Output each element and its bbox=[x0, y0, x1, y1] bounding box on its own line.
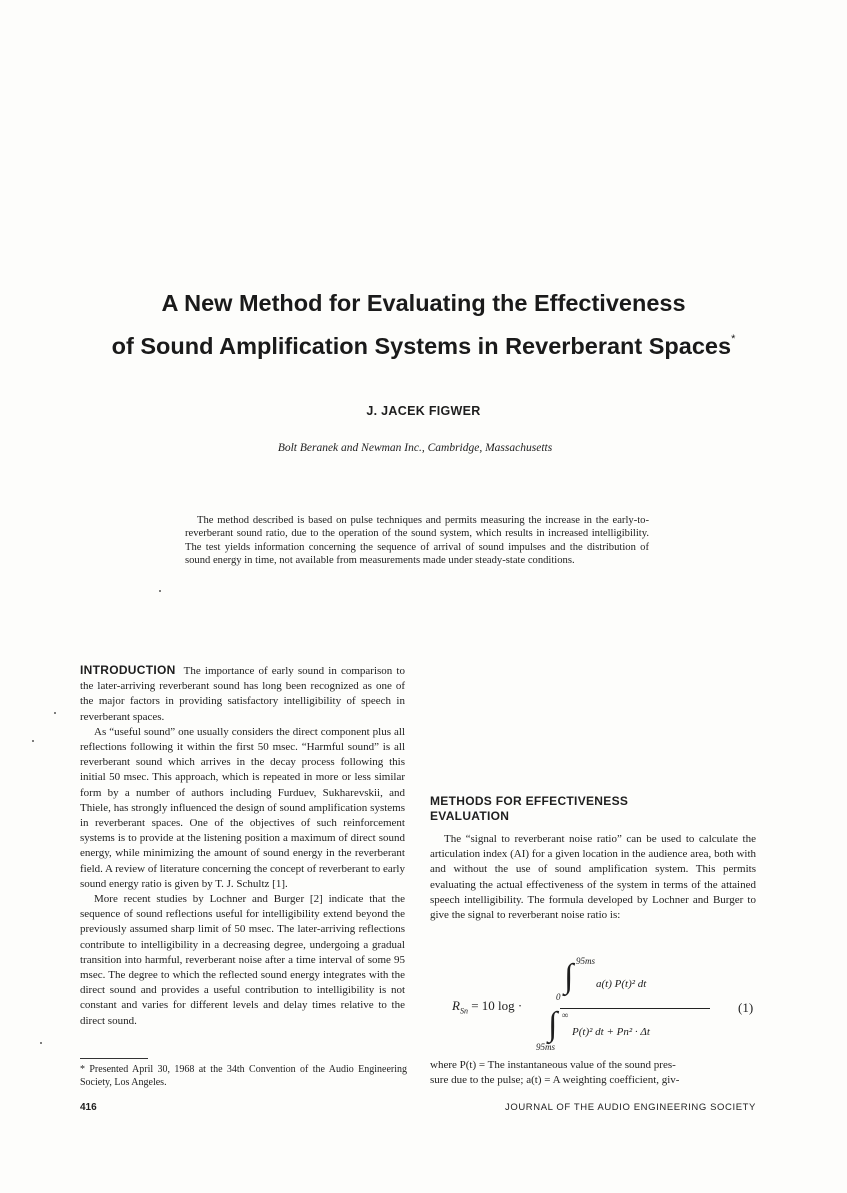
methods-body bbox=[430, 832, 756, 923]
methods-heading-line-1: METHODS FOR EFFECTIVENESS bbox=[430, 794, 629, 808]
affiliation: Bolt Beranek and Newman Inc., Cambridge, Massachusetts bbox=[277, 442, 553, 454]
where-clause bbox=[430, 1058, 756, 1088]
integral-sign-top: ∫ bbox=[564, 958, 574, 995]
intro-paragraph-3: More recent studies by Lochner and Burger [2] indicate that the sequence of sound reflections useful for intelligibility extend beyond the previously assumed sharp limit of 50 msec. The later-arriving reflections contribute to intelligibility in a decreasing degree, undergoing a gradual transition into harmful, reverberant noise after a time interval of some 95 msec. The degree to which the reflected sound energy integrates with the direct sound and provides a useful contribution to intelligibility is not constant and varies for different levels and delay times relative to the direct sound. bbox=[80, 893, 405, 1027]
fraction-bar bbox=[560, 1008, 710, 1009]
intro-paragraph-1-text: The importance of early sound in comparison to the later-arriving reverberant sound has long been recognized as one of the major factors in providing satisfactory intelligibility of speech in reverberant spaces. bbox=[80, 665, 405, 723]
footnote-rule bbox=[80, 1058, 148, 1059]
methods-heading bbox=[430, 794, 756, 824]
journal-name: JOURNAL OF THE AUDIO ENGINEERING SOCIETY bbox=[505, 1102, 756, 1113]
title-footnote-mark: * bbox=[731, 333, 736, 345]
integral-sign-bottom: ∫ bbox=[548, 1006, 558, 1043]
where-line-2: sure due to the pulse; a(t) = A weighting coefficient, giv- bbox=[430, 1074, 680, 1087]
abstract: The method described is based on pulse techniques and permits measuring the increase in the early-to-reverberant sound ratio, due to the operation of the sound system, which results in increased intelligibility. The test yields information concerning the sequence of arrival of sound impulses and the distribution of sound energy in time, not available from measurements made under steady-state conditions. bbox=[185, 515, 649, 567]
equation-lhs-symbol: R bbox=[452, 998, 460, 1013]
integral-bottom-upper-limit: ∞ bbox=[562, 1010, 569, 1020]
intro-paragraph-1 bbox=[80, 663, 405, 725]
methods-heading-line-2: EVALUATION bbox=[430, 809, 510, 823]
scan-speck bbox=[32, 740, 34, 742]
author: J. JACEK FIGWER bbox=[366, 404, 481, 418]
equation-log-prefix: = 10 log · bbox=[471, 998, 523, 1013]
page-number: 416 bbox=[80, 1102, 97, 1113]
equation-lhs-subscript: Sn bbox=[459, 1006, 468, 1016]
footnote: * Presented April 30, 1968 at the 34th Convention of the Audio Engineering Society, Los Angeles. bbox=[80, 1064, 407, 1088]
equation-lhs bbox=[452, 998, 522, 1016]
methods-paragraph-1: The “signal to reverberant noise ratio” can be used to calculate the articulation index (AI) for a given location in the audience area, both with and without the use of sound amplification system. This permits evaluating the actual effectiveness of the system in terms of the attained speech intelligibility. The formula developed by Lochner and Burger to give the signal to reverberant noise ratio is: bbox=[430, 833, 756, 922]
scan-speck bbox=[54, 712, 56, 714]
title-line-1: A New Method for Evaluating the Effectiveness bbox=[161, 290, 686, 316]
intro-paragraph-2: As “useful sound” one usually considers the direct component plus all reflections following it within the first 50 msec. “Harmful sound” is all reverberant sound which arrives in the decay process following this initial 50 msec. This approach, which is repeated in more or less similar form by a number of authors including Furduev, Sukharevskii, and Thiele, has strongly influenced the design of sound amplification systems in reverberant spaces. One of the objectives of such reinforcement systems is to provide at the listening position a maximum of direct sound energy, while minimizing the amount of sound energy in the reverberant field. A review of literature concerning the concept of reverberant to early sound energy ratio is given by T. J. Schultz [1]. bbox=[80, 725, 405, 890]
scan-speck bbox=[40, 1042, 42, 1044]
equation-number: (1) bbox=[738, 1000, 754, 1015]
integral-top-upper-limit: 95ms bbox=[576, 956, 596, 966]
equation-1 bbox=[430, 956, 760, 1052]
introduction-heading: INTRODUCTION bbox=[80, 663, 176, 677]
integral-top-lower-limit: 0 bbox=[556, 992, 561, 1002]
title-line-2 bbox=[0, 322, 847, 363]
title-line-2-text: of Sound Amplification Systems in Reverberant Spaces bbox=[111, 333, 732, 359]
scan-speck bbox=[159, 590, 161, 592]
left-column bbox=[80, 663, 405, 1029]
integral-bottom-lower-limit: 95ms bbox=[536, 1042, 556, 1052]
denominator-integrand: P(t)² dt + Pn² · Δt bbox=[572, 1026, 650, 1038]
where-line-1: where P(t) = The instantaneous value of the sound pres- bbox=[430, 1059, 676, 1071]
numerator-integrand: a(t) P(t)² dt bbox=[596, 978, 647, 990]
